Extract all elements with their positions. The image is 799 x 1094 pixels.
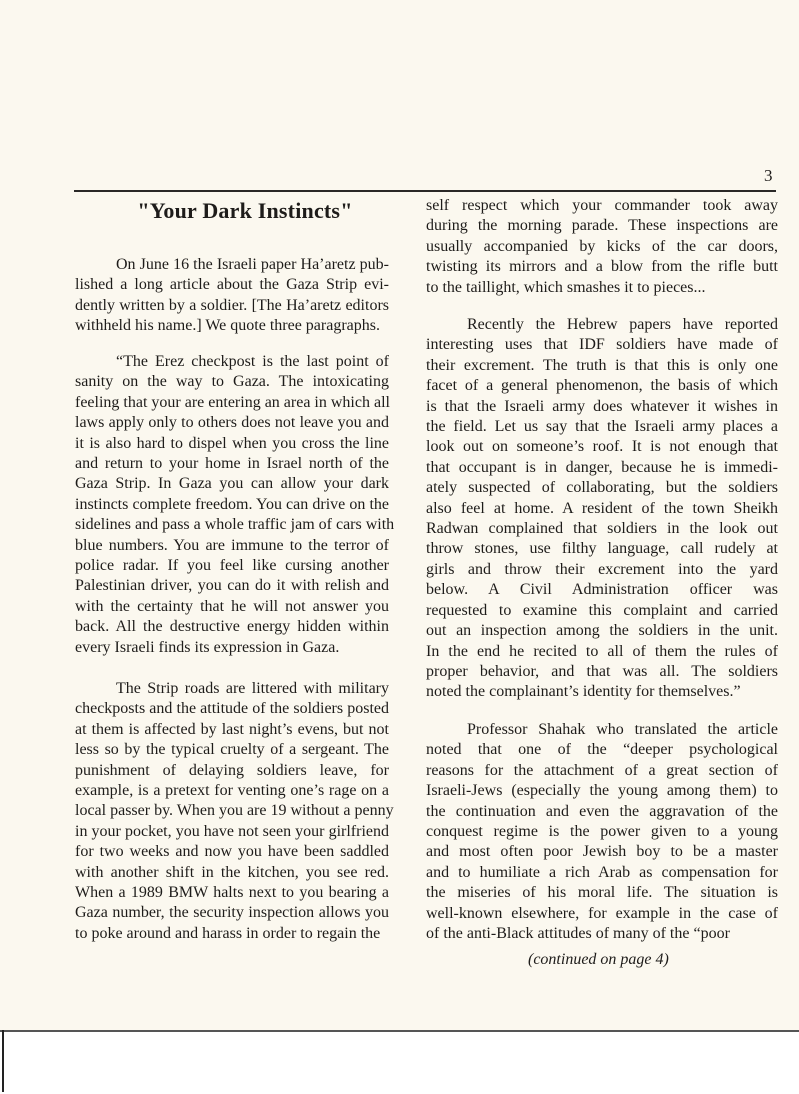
article-title: "Your Dark Instincts"	[137, 198, 353, 223]
text-line: interesting uses that IDF soldiers have made of	[426, 336, 778, 354]
text-line: dently written by a soldier. [The Ha’aretz editors	[75, 296, 389, 314]
text-line: throw stones, use filthy language, call rudely at	[426, 540, 778, 558]
text-line: less so by the typical cruelty of a sergeant. The	[75, 741, 389, 759]
text-line: at them is affected by last night’s evens, but not	[75, 720, 389, 738]
text-line: Israeli-Jews (especially the young among them) to	[426, 782, 778, 800]
text-line: The Strip roads are littered with military	[116, 680, 389, 697]
text-line: On June 16 the Israeli paper Ha’aretz pub-	[116, 256, 389, 273]
text-line: every Israeli finds its expression in Gaza.	[75, 638, 340, 656]
text-line: that occupant is in danger, because he is immedi-	[426, 458, 778, 476]
paragraph	[426, 720, 778, 944]
text-line: example, is a pretext for venting one’s rage on a	[75, 782, 389, 800]
text-line: of the anti-Black attitudes of many of the “poor	[426, 925, 730, 943]
text-line: police radar. If you feel like cursing another	[75, 557, 389, 575]
text-line: usually accompanied by kicks of the car doors,	[426, 237, 778, 255]
text-line: their excrement. The truth is that this is only one	[426, 356, 778, 374]
text-line: the continuation and even the aggravation of the	[426, 802, 778, 820]
text-line: and most often poor Jewish boy to be a master	[426, 843, 778, 861]
text-line: also feel at home. A resident of the town Sheikh	[426, 499, 778, 517]
text-line: it is also hard to dispel when you cross the line	[75, 434, 389, 452]
text-line: reasons for the attachment of a great section of	[426, 761, 778, 779]
text-line: and to humiliate a rich Arab as compensation for	[426, 863, 778, 881]
paragraph	[426, 315, 778, 703]
paragraph	[426, 196, 778, 298]
text-line: ately suspected of collaborating, but the soldiers	[426, 479, 778, 497]
text-line: look out on someone’s roof. It is not enough that	[426, 438, 778, 456]
text-line: blue numbers. You are immune to the terror of	[75, 536, 389, 554]
text-line: twisting its mirrors and a blow from the rifle butt	[426, 258, 778, 276]
paragraph	[75, 679, 394, 944]
text-line: for two weeks and now you have been saddled	[75, 843, 389, 861]
text-line: Palestinian driver, you can do it with relish and	[75, 577, 389, 595]
text-line: noted that one of the “deeper psychological	[426, 741, 778, 759]
text-line: to poke around and harass in order to regain the	[75, 924, 381, 942]
text-line: with the certainty that he will not answer you	[75, 597, 389, 615]
text-line: the field. Let us say that the Israeli army places a	[426, 418, 778, 436]
text-line: below. A Civil Administration officer was	[426, 581, 778, 599]
text-line: laws apply only to others does not leave you and	[75, 414, 389, 432]
text-line: requested to examine this complaint and carried	[426, 601, 778, 619]
text-line: during the morning parade. These inspections are	[426, 217, 778, 235]
text-line: checkposts and the attitude of the soldiers posted	[75, 700, 389, 718]
text-line: back. All the destructive energy hidden within	[75, 618, 389, 636]
text-line: proper behavior, and that was all. The soldiers	[426, 662, 778, 680]
text-line: local passer by. When you are 19 without a penny	[75, 802, 394, 820]
text-line: and return to your home in Israel north of the	[75, 455, 389, 473]
text-line: with another shift in the kitchen, you see red.	[75, 863, 389, 881]
text-line: out an inspection among the soldiers in the unit.	[426, 622, 778, 640]
paragraph	[75, 255, 389, 337]
text-line: self respect which your commander took away	[426, 197, 778, 214]
text-line: the miseries of his moral life. The situation is	[426, 884, 778, 902]
text-line: conquest regime is the power given to a young	[426, 823, 778, 841]
text-line: “The Erez checkpost is the last point of	[116, 353, 389, 370]
page-number: 3	[764, 166, 773, 185]
text-line: In the end he recited to all of them the rules of	[426, 642, 778, 660]
text-line: punishment of delaying soldiers leave, for	[75, 761, 389, 779]
continued-note: (continued on page 4)	[528, 951, 669, 968]
text-line: is that the Israeli army does whatever it wishes in	[426, 397, 778, 415]
text-line: Radwan complained that soldiers in the look out	[426, 520, 778, 538]
text-line: When a 1989 BMW halts next to you bearing a	[75, 884, 389, 902]
text-line: withheld his name.] We quote three paragraphs.	[75, 317, 380, 335]
text-line: facet of a general phenomenon, the basis of which	[426, 377, 778, 395]
text-line: girls and throw their excrement into the yard	[426, 560, 778, 578]
text-line: Gaza number, the security inspection allows you	[75, 904, 389, 922]
text-line: to the taillight, which smashes it to pieces...	[426, 278, 706, 296]
text-line: Recently the Hebrew papers have reported	[467, 316, 778, 333]
text-line: Professor Shahak who translated the article	[467, 721, 778, 738]
paragraph	[75, 352, 395, 658]
text-line: noted the complainant’s identity for themselves.”	[426, 683, 741, 701]
text-line: lished a long article about the Gaza Strip evi-	[75, 276, 389, 294]
text-line: well-known elsewhere, for example in the case of	[426, 904, 778, 922]
text-line: in your pocket, you have not seen your girlfriend	[75, 822, 389, 840]
text-line: feeling that your are entering an area in which all	[75, 393, 390, 411]
text-line: sanity on the way to Gaza. The intoxicating	[75, 373, 389, 391]
page-bottom-edge	[0, 1030, 799, 1094]
scan-edge	[2, 1030, 4, 1092]
text-line: sidelines and pass a whole traffic jam of cars with	[75, 516, 395, 534]
text-line: Gaza Strip. In Gaza you can allow your dark	[75, 475, 389, 493]
text-line: instincts complete freedom. You can drive on the	[75, 495, 389, 513]
header-rule	[74, 190, 776, 192]
